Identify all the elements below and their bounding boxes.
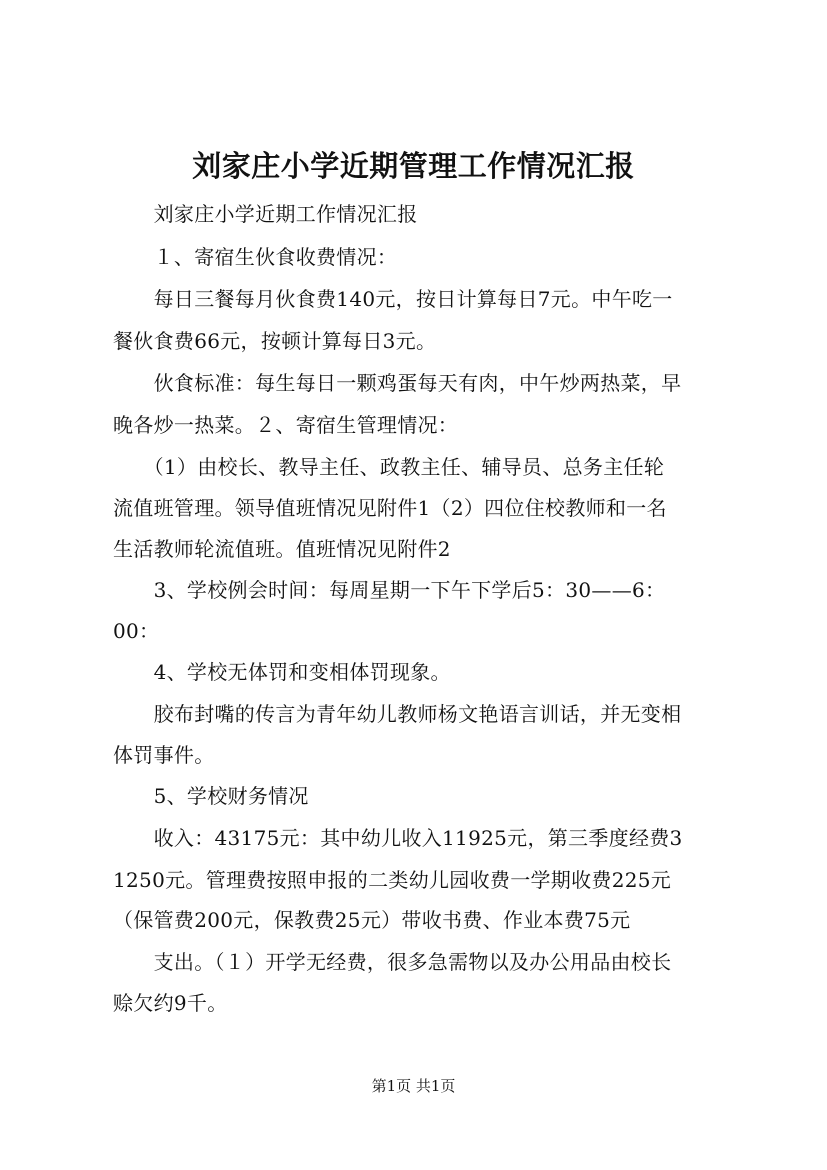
body-line: （保管费200元，保教费25元）带收书费、作业本费75元 [113,908,631,932]
body-line: 支出。（１）开学无经费，很多急需物以及办公用品由校长 [113,950,672,974]
body-line: 1250元。管理费按照申报的二类幼儿园收费一学期收费225元 [113,868,672,892]
body-line: 餐伙食费66元，按顿计算每日3元。 [113,329,437,353]
body-line: 4、学校无体罚和变相体罚现象。 [113,660,451,684]
body-line: 3、学校例会时间：每周星期一下午下学后5：30——6： [113,578,666,602]
body-line: 赊欠约9千。 [113,991,228,1015]
body-line: 伙食标准：每生每日一颗鸡蛋每天有肉，中午炒两热菜，早 [113,371,682,395]
body-line: 收入：43175元：其中幼儿收入11925元，第三季度经费3 [113,826,683,850]
body-line: 体罚事件。 [113,743,215,767]
body-line: 胶布封嘴的传言为青年幼儿教师杨文艳语言训话，并无变相 [113,702,682,726]
body-line: 流值班管理。领导值班情况见附件1（2）四位住校教师和一名 [113,496,667,520]
body-line: （1）由校长、教导主任、政教主任、辅导员、总务主任轮 [113,455,665,479]
body-line: 每日三餐每月伙食费140元，按日计算每日7元。中午吃一 [113,287,673,311]
body-line: 晚各炒一热菜。２、寄宿生管理情况： [113,413,459,437]
body-line: １、寄宿生伙食收费情况： [113,245,398,269]
page-footer: 第1页 共1页 [371,1077,456,1095]
body-line: 00： [113,619,160,643]
body-line: 生活教师轮流值班。值班情况见附件2 [113,537,451,561]
body-line: 刘家庄小学近期工作情况汇报 [113,202,418,226]
document-title: 刘家庄小学近期管理工作情况汇报 [192,149,635,183]
body-line: 5、学校财务情况 [113,784,309,808]
